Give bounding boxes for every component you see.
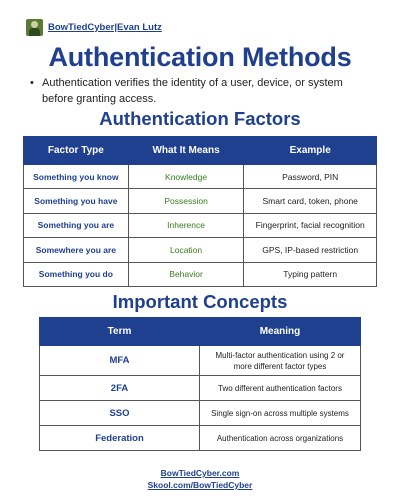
- meaning-cell: Single sign-on across multiple systems: [200, 401, 361, 426]
- factor-type-cell: Something you do: [24, 262, 129, 286]
- meaning-cell: Location: [128, 238, 244, 262]
- header: [26, 19, 162, 36]
- column-header: What It Means: [128, 137, 244, 165]
- bowtiedcyber-logo-icon: [26, 19, 43, 36]
- example-cell: Fingerprint, facial recognition: [244, 213, 377, 237]
- table-row: [24, 189, 377, 213]
- page-title: Authentication Methods: [48, 42, 352, 72]
- factors-heading: Authentication Factors: [99, 108, 301, 129]
- concepts-heading: Important Concepts: [112, 291, 288, 312]
- table-row: [24, 165, 377, 189]
- concepts-table: [39, 317, 361, 451]
- term-cell: 2FA: [40, 376, 200, 401]
- column-header: Term: [40, 318, 200, 346]
- meaning-cell: Authentication across organizations: [200, 426, 361, 451]
- table-row: [40, 346, 361, 376]
- term-cell: SSO: [40, 401, 200, 426]
- meaning-cell: Multi-factor authentication using 2 or more different factor types: [200, 346, 361, 376]
- meaning-cell: Inherence: [128, 213, 244, 237]
- example-cell: Password, PIN: [244, 165, 377, 189]
- author-link[interactable]: BowTiedCyber|Evan Lutz: [48, 22, 162, 33]
- table-row: [24, 213, 377, 237]
- meaning-cell: Knowledge: [128, 165, 244, 189]
- column-header: Factor Type: [24, 137, 129, 165]
- factors-header-row: [24, 137, 377, 165]
- table-row: [40, 376, 361, 401]
- example-cell: GPS, IP-based restriction: [244, 238, 377, 262]
- bullet-icon: •: [30, 77, 34, 89]
- intro-bullet: [30, 76, 372, 107]
- factor-type-cell: Something you know: [24, 165, 129, 189]
- intro-text: Authentication verifies the identity of a user, device, or system before granting access.: [42, 77, 343, 105]
- meaning-cell: Two different authentication factors: [200, 376, 361, 401]
- skool-link[interactable]: Skool.com/BowTiedCyber: [147, 480, 253, 490]
- example-cell: Smart card, token, phone: [244, 189, 377, 213]
- footer: [0, 467, 400, 491]
- factor-type-cell: Somewhere you are: [24, 238, 129, 262]
- column-header: Example: [244, 137, 377, 165]
- term-cell: Federation: [40, 426, 200, 451]
- column-header: Meaning: [200, 318, 361, 346]
- table-row: [24, 238, 377, 262]
- term-cell: MFA: [40, 346, 200, 376]
- concepts-header-row: [40, 318, 361, 346]
- meaning-cell: Possession: [128, 189, 244, 213]
- website-link[interactable]: BowTiedCyber.com: [160, 468, 240, 478]
- factor-type-cell: Something you are: [24, 213, 129, 237]
- factor-type-cell: Something you have: [24, 189, 129, 213]
- table-row: [40, 426, 361, 451]
- factors-table: [23, 136, 377, 287]
- table-row: [40, 401, 361, 426]
- example-cell: Typing pattern: [244, 262, 377, 286]
- meaning-cell: Behavior: [128, 262, 244, 286]
- table-row: [24, 262, 377, 286]
